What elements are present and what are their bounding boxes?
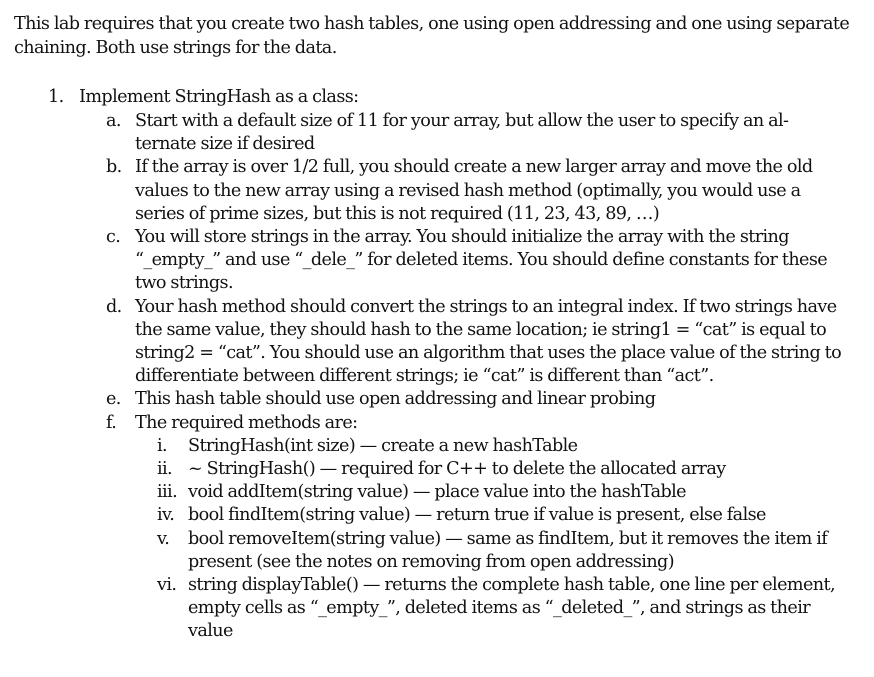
method-item-vi bbox=[157, 574, 846, 644]
subitem-marker: f. bbox=[106, 412, 117, 433]
method-text: void addItem(string value) — place value into the hashTable bbox=[188, 482, 686, 503]
subitem-text: Start with a default size of 11 for your array, but allow the user to specify an al-ternate size if desired bbox=[135, 111, 789, 155]
subitem-a bbox=[106, 110, 846, 156]
method-marker: vi. bbox=[157, 575, 177, 596]
subitem-text: Your hash method should convert the strings to an integral index. If two strings have the same value, they should hash to the same location; ie string1 = “cat” is equal to string2 = “cat”. You should use an algorithm that uses the place value of the string to differentiate between different strings; ie “cat” is different than “act”. bbox=[135, 296, 842, 387]
method-item-i bbox=[157, 435, 846, 458]
method-item-v bbox=[157, 528, 846, 574]
subitem-text: You will store strings in the array. You should initialize the array with the string “_empty_” and use “_dele_” for deleted items. You should define constants for these two strings. bbox=[135, 227, 828, 294]
method-text: string displayTable() — returns the complete hash table, one line per element, empty cells as “_empty_”, deleted items as “_deleted_”, and strings as their value bbox=[188, 575, 835, 642]
subitem-text: The required methods are: bbox=[135, 412, 358, 433]
method-text: bool findItem(string value) — return true if value is present, else false bbox=[188, 505, 766, 526]
subitem-f bbox=[106, 412, 846, 435]
subitem-text: This hash table should use open addressing and linear probing bbox=[135, 389, 656, 410]
method-text: ~ StringHash() — required for C++ to delete the allocated array bbox=[188, 459, 726, 480]
method-item-iv bbox=[157, 504, 846, 527]
method-item-ii bbox=[157, 458, 846, 481]
method-marker: ii. bbox=[157, 459, 173, 480]
subitem-c bbox=[106, 226, 846, 296]
subitem-marker: c. bbox=[106, 227, 121, 248]
list-item-1 bbox=[48, 86, 359, 109]
list-item-text: Implement StringHash as a class: bbox=[79, 87, 359, 107]
subitem-marker: a. bbox=[106, 111, 121, 131]
sublist bbox=[106, 110, 846, 644]
methods-list bbox=[157, 435, 846, 644]
method-text: StringHash(int size) — create a new hashTable bbox=[188, 435, 578, 456]
subitem-text: If the array is over 1/2 full, you should create a new larger array and move the old values to the new array using a revised hash method (optimally, you would use a series of prime sizes, but this is not required (11, 23, 43, 89, …) bbox=[135, 157, 813, 224]
subitem-marker: d. bbox=[106, 296, 122, 317]
method-marker: iii. bbox=[157, 482, 178, 503]
method-marker: v. bbox=[157, 528, 170, 549]
method-marker: iv. bbox=[157, 505, 175, 526]
intro-paragraph: This lab requires that you create two hash tables, one using open addressing and one using separate chaining. Both use strings for the data. bbox=[14, 14, 850, 58]
subitem-b bbox=[106, 156, 846, 226]
subitem-marker: e. bbox=[106, 389, 121, 410]
list-number: 1. bbox=[48, 87, 64, 107]
method-text: bool removeItem(string value) — same as findItem, but it removes the item if present (see the notes on removing from open addressing) bbox=[188, 528, 828, 572]
method-item-iii bbox=[157, 481, 846, 504]
subitem-e bbox=[106, 388, 846, 411]
subitem-d bbox=[106, 296, 846, 389]
method-marker: i. bbox=[157, 435, 168, 456]
subitem-marker: b. bbox=[106, 157, 122, 178]
